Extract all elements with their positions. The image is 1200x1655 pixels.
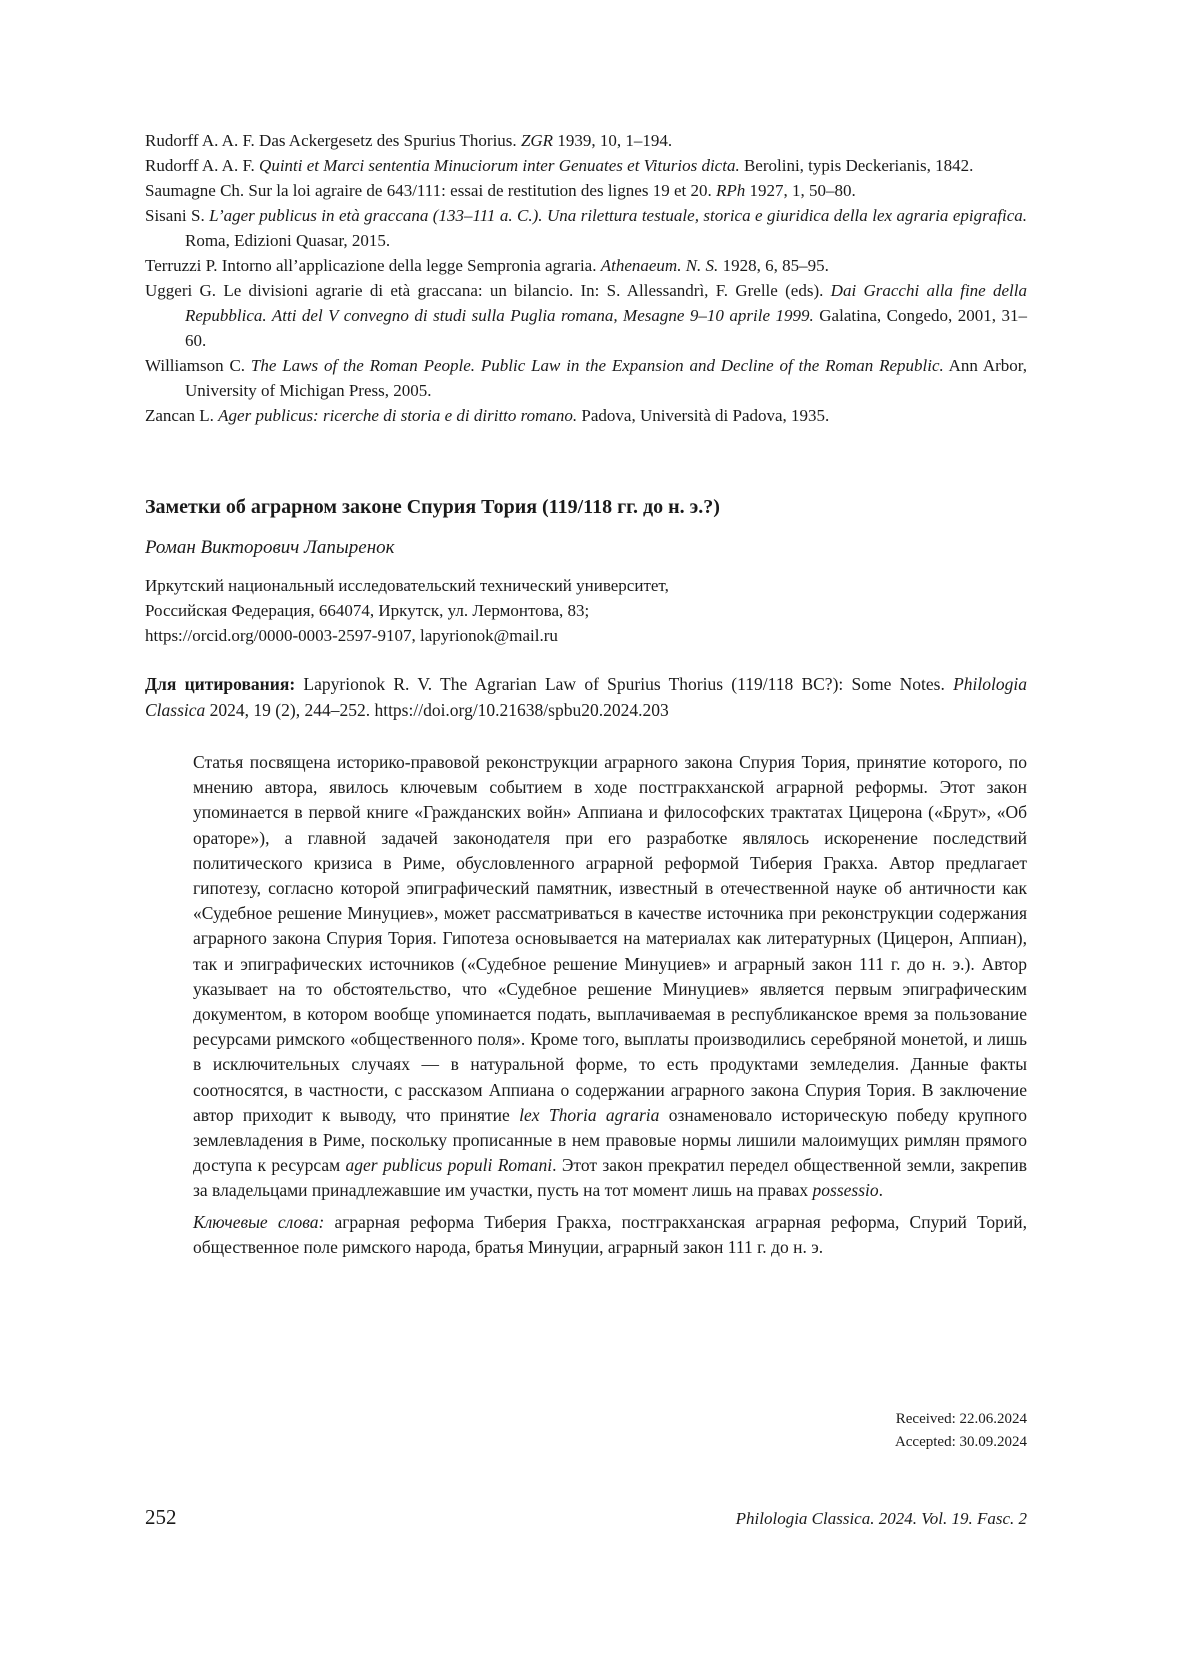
affiliation-line: https://orcid.org/0000-0003-2597-9107, lapyrionok@mail.ru <box>145 626 558 645</box>
page-footer <box>145 1505 1027 1530</box>
article-author: Роман Викторович Лапыренок <box>145 537 395 558</box>
abstract-text <box>193 750 1027 1204</box>
reference-italic: Athenaeum. N. S. <box>600 256 719 275</box>
citation-text-end: 2024, 19 (2), 244–252. https://doi.org/10.21638/spbu20.2024.203 <box>205 700 669 720</box>
reference-text: 1939, 10, 1–194. <box>553 131 673 150</box>
reference-text: Sisani S. <box>145 206 210 225</box>
reference-text: Saumagne Ch. Sur la loi agraire de 643/111: essai de restitution des lignes 19 et 20. <box>145 181 716 200</box>
citation-journal: Philologia Classica <box>145 674 1027 720</box>
author-affiliation <box>145 573 1027 648</box>
affiliation-line: Российская Федерация, 664074, Иркутск, ул. Лермонтова, 83; <box>145 601 590 620</box>
citation-block <box>145 671 1027 723</box>
abstract-italic: ager publicus populi Romani <box>345 1155 553 1176</box>
reference-entry <box>145 403 1027 428</box>
citation-label: Для цитирования: <box>145 674 296 694</box>
keywords-text: аграрная реформа Тиберия Гракха, постгракханская аграрная реформа, Спурий Торий, общественное поле римского народа, братья Минуции, аграрный закон 111 г. до н. э. <box>193 1211 1027 1257</box>
reference-entry <box>145 278 1027 353</box>
abstract-part: . <box>878 1180 884 1201</box>
reference-text: Terruzzi P. Intorno all’applicazione della legge Sempronia agraria. <box>145 256 601 275</box>
reference-text: Rudorff A. A. F. <box>145 156 260 175</box>
reference-entry <box>145 253 1027 278</box>
keywords <box>193 1210 1027 1260</box>
page-number: 252 <box>145 1505 177 1529</box>
reference-italic: ZGR <box>520 131 554 150</box>
reference-text: Berolini, typis Deckerianis, 1842. <box>739 156 974 175</box>
citation-text: Lapyrionok R. V. The Agrarian Law of Spurius Thorius (119/118 BC?): Some Notes. <box>295 674 954 694</box>
reference-entry <box>145 178 1027 203</box>
article-title: Заметки об аграрном законе Спурия Тория (119/118 гг. до н. э.?) <box>145 496 720 518</box>
running-journal-title: Philologia Classica. 2024. Vol. 19. Fasc. 2 <box>735 1509 1027 1528</box>
reference-text: 1927, 1, 50–80. <box>745 181 856 200</box>
reference-italic: The Laws of the Roman People. Public Law in the Expansion and Decline of the Roman Republic. <box>250 356 944 375</box>
abstract-italic: lex Thoria agraria <box>519 1104 660 1125</box>
keywords-label: Ключевые слова: <box>193 1211 325 1232</box>
reference-italic: RPh <box>715 181 746 200</box>
reference-italic: Dai Gracchi alla fine della Repubblica. Atti del V convegno di studi sulla Puglia romana, Mesagne 9–10 aprile 1999. <box>185 281 1027 325</box>
reference-list <box>145 128 1027 428</box>
received-date: Received: 22.06.2024 <box>895 1411 1027 1427</box>
abstract-part: . Этот закон прекратил передел общественной земли, закрепив за владельцами принадлежавшие им участки, пусть на тот момент лишь на правах <box>193 1155 1027 1201</box>
accepted-date: Accepted: 30.09.2024 <box>894 1434 1027 1450</box>
abstract-italic: possessio <box>812 1180 879 1201</box>
reference-text: 1928, 6, 85–95. <box>718 256 829 275</box>
reference-italic: L’ager publicus in età graccana (133–111 a. C.). Una rilettura testuale, storica e giuridica della lex agraria epigrafica. <box>209 206 1027 225</box>
reference-text: Rudorff A. A. F. Das Ackergesetz des Spurius Thorius. <box>145 131 521 150</box>
reference-entry <box>145 203 1027 253</box>
reference-text: Uggeri G. Le divisioni agrarie di età graccana: un bilancio. In: S. Allessandrì, F. Grelle (eds). <box>145 281 831 300</box>
affiliation-line: Иркутский национальный исследовательский технический университет, <box>145 576 669 595</box>
reference-text: Padova, Università di Padova, 1935. <box>577 406 830 425</box>
abstract <box>193 750 1027 1260</box>
reference-text: Williamson C. <box>145 356 251 375</box>
submission-dates <box>895 1408 1027 1454</box>
reference-italic: Ager publicus: ricerche di storia e di diritto romano. <box>218 406 578 425</box>
abstract-part: ознаменовало историческую победу крупного землевладения в Риме, поскольку прописанные в нем правовые нормы лишили малоимущих римлян прямого доступа к ресурсам <box>193 1104 1027 1176</box>
reference-text: Zancan L. <box>145 406 219 425</box>
reference-text: Ann Arbor, University of Michigan Press, 2005. <box>185 356 1027 400</box>
abstract-part: Статья посвящена историко-правовой реконструкции аграрного закона Спурия Тория, принятие которого, по мнению автора, явилось ключевым событием в ходе постгракханской аграрной реформы. Этот закон упоминается в первой книге «Гражданских войн» Аппиана и философских трактатах Цицерона («Брут», «Об ораторе»), а главной задачей законодателя при его разработке являлось искоренение последствий политического кризиса в Риме, обусловленного аграрной реформой Тиберия Гракха. Автор предлагает гипотезу, согласно которой эпиграфический памятник, известный в отечественной науке об античности как «Судебное решение Минуциев», может рассматриваться в качестве источника при реконструкции содержания аграрного закона Спурия Тория. Гипотеза основывается на материалах как литературных (Цицерон, Аппиан), так и эпиграфических источников («Судебное решение Минуциев» и аграрный закон 111 г. до н. э.). Автор указывает на то обстоятельство, что «Судебное решение Минуциев» является первым эпиграфическим документом, в котором вообще упоминается подать, выплачиваемая в республиканское время за пользование ресурсами римского «общественного поля». Кроме того, выплаты производились серебряной монетой, и лишь в исключительных случаях — в натуральной форме, то есть продуктами земледелия. Данные факты соотносятся, в частности, с рассказом Аппиана о содержании аграрного закона Спурия Тория. В заключение автор приходит к выводу, что принятие <box>193 752 1027 1125</box>
reference-entry <box>145 128 1027 153</box>
reference-entry <box>145 353 1027 403</box>
reference-entry <box>145 153 1027 178</box>
reference-italic: Quinti et Marci sententia Minuciorum inter Genuates et Viturios dicta. <box>259 156 740 175</box>
reference-text: Roma, Edizioni Quasar, 2015. <box>185 231 391 250</box>
reference-text: Galatina, Congedo, 2001, 31–60. <box>185 306 1027 350</box>
